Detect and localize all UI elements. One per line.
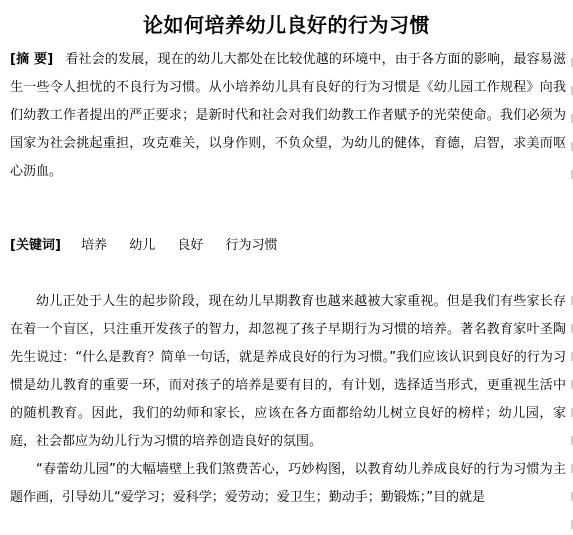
keyword-item: 培养 [81,238,108,253]
body-text [10,288,566,512]
keyword-item: 幼儿 [129,238,156,253]
keywords-section [10,232,566,260]
abstract-label: [摘 要] [10,52,54,67]
keywords-label: [关键词] [10,238,61,253]
body-paragraph: “春蕾幼儿园”的大幅墙壁上我们煞费苦心，巧妙构图，以教育幼儿养成良好的行为习惯为主题作画，引导幼儿“爱学习；爱科学；爱劳动；爱卫生；勤动手；勤锻炼；”目的就是 [10,462,566,505]
document-title: 论如何培养幼儿良好的行为习惯 [143,13,430,37]
keyword-item: 行为习惯 [225,238,278,253]
abstract-text: 看社会的发展，现在的幼儿大都处在比较优越的环境中，由于各方面的影响，最容易滋生一些令人担忧的不良行为习惯。从小培养幼儿具有良好的行为习惯是《幼儿园工作规程》向我们幼教工作者提出的严正要求；是新时代和社会对我们幼教工作者赋予的光荣使命。我们必须为国家为社会挑起重担，攻克难关，以身作则，不负众望，为幼儿的健体，育德，启智，求美而呕心沥血。 [10,52,566,179]
body-paragraph: 幼儿正处于人生的起步阶段，现在幼儿早期教育也越来越被大家重视。但是我们有些家长存在着一个盲区，只注重开发孩子的智力，却忽视了孩子早期行为习惯的培养。著名教育家叶圣陶先生说过：“什么是教育？简单一句话，就是养成良好的行为习惯。”我们应该认识到良好的行为习惯是幼儿教育的重要一环，而对孩子的培养是要有目的，有计划，选择适当形式，更重视生活中的随机教育。因此，我们的幼师和家长，应该在各方面都给幼儿树立良好的榜样；幼儿园，家庭，社会都应为幼儿行为习惯的培养创造良好的氛围。 [10,294,566,449]
abstract-section [10,46,566,186]
keyword-item: 良好 [177,238,204,253]
